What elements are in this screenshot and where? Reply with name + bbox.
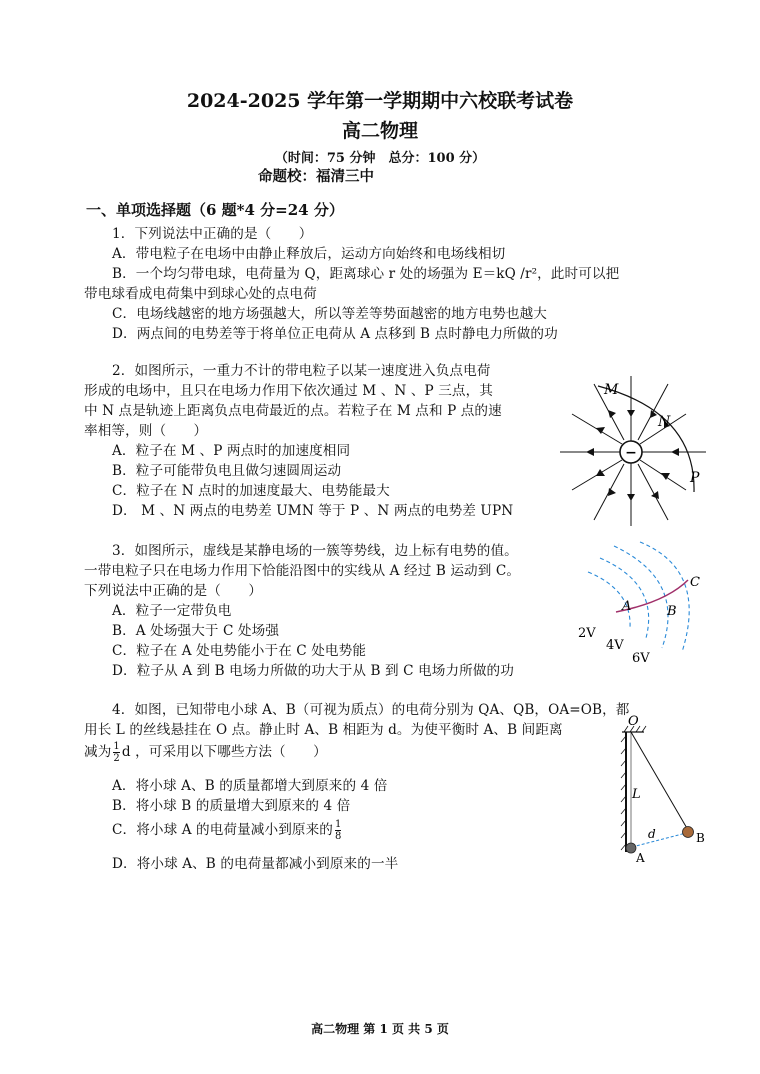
q2-label-p: P [690, 470, 700, 486]
q4-label-a: A [636, 851, 645, 864]
q2-option-b: B．粒子可能带负电且做匀速圆周运动 [112, 463, 342, 479]
q4-option-d: D．将小球 A、B 的电荷量都减小到原来的一半 [112, 856, 399, 872]
q2-charge-sign: − [625, 445, 637, 461]
q4-label-b: B [696, 831, 705, 845]
q2-stem-line4: 率相等，则（ ） [84, 423, 208, 439]
q4-stem-line3-prefix: 减为 [84, 744, 112, 760]
q4-pendulum-figure [610, 712, 710, 864]
eighth-num: 1 [334, 819, 342, 830]
q4-label-l: L [632, 787, 641, 802]
exam-title: 2024-2025 学年第一学期期中六校联考试卷 [186, 90, 574, 112]
q1-stem: 1．下列说法中正确的是（ ） [112, 226, 313, 242]
q4-label-d: d [648, 827, 656, 841]
subject-title: 高二物理 [341, 120, 418, 142]
q4-option-c [112, 818, 343, 842]
q3-option-b: B．A 处场强大于 C 处场强 [112, 623, 280, 639]
q4-option-c-text: C．将小球 A 的电荷量减小到原来的 [112, 822, 333, 838]
q1-option-c: C．电场线越密的地方场强越大，所以等差等势面越密的地方电势也越大 [112, 306, 548, 322]
q3-equipotential-figure [570, 540, 710, 670]
page-footer: 高二物理 第 1 页 共 5 页 [311, 1022, 449, 1036]
q3-option-a: A．粒子一定带负电 [112, 603, 232, 619]
q3-stem-line2: 一带电粒子只在电场力作用下恰能沿图中的实线从 A 经过 B 运动到 C。 [84, 563, 521, 579]
q4-label-o: O [628, 714, 639, 729]
q4-stem-line3 [84, 740, 327, 764]
q4-stem-line1: 4．如图，已知带电小球 A、B（可视为质点）的电荷分别为 QA、QB，OA=OB，都 [112, 702, 630, 718]
q2-label-m: M [604, 382, 619, 398]
q3-label-4v: 4V [606, 638, 624, 653]
half-den: 2 [113, 753, 120, 764]
q3-label-a: A [622, 599, 632, 614]
half-num: 1 [113, 741, 120, 752]
q1-option-b-line2: 带电球看成电荷集中到球心处的点电荷 [84, 286, 317, 302]
q4-option-b: B．将小球 B 的质量增大到原来的 4 倍 [112, 798, 351, 814]
eighth-fraction [335, 819, 341, 842]
q2-option-a: A．粒子在 M 、P 两点时的加速度相同 [112, 443, 351, 459]
q2-stem-line1: 2．如图所示，一重力不计的带电粒子以某一速度进入负点电荷 [112, 363, 491, 379]
q3-stem-line1: 3．如图所示，虚线是某静电场的一簇等势线，边上标有电势的值。 [112, 543, 518, 559]
time-info: （时间：75 分钟 总分：100 分） [274, 151, 486, 166]
q2-option-c: C．粒子在 N 点时的加速度最大、电势能最大 [112, 483, 390, 499]
q2-option-d: D． M 、N 两点的电势差 UMN 等于 P 、N 两点的电势差 UPN [112, 503, 514, 519]
q3-stem-line3: 下列说法中正确的是（ ） [84, 583, 263, 599]
q2-field-figure [556, 372, 712, 528]
half-fraction [113, 741, 119, 764]
q3-label-6v: 6V [632, 651, 650, 666]
eighth-den: 8 [334, 831, 342, 842]
q3-option-d: D．粒子从 A 到 B 电场力所做的功大于从 B 到 C 电场力所做的功 [112, 663, 514, 679]
q3-option-c: C．粒子在 A 处电势能小于在 C 处电势能 [112, 643, 367, 659]
q3-label-c: C [690, 575, 700, 590]
q2-stem-line3: 中 N 点是轨迹上距离负点电荷最近的点。若粒子在 M 点和 P 点的速 [84, 403, 502, 419]
q2-stem-line2: 形成的电场中，且只在电场力作用下依次通过 M 、N 、P 三点，其 [84, 383, 493, 399]
q4-stem-line3-suffix: d ，可采用以下哪些方法（ ） [121, 744, 327, 760]
q1-option-d: D．两点间的电势差等于将单位正电荷从 A 点移到 B 点时静电力所做的功 [112, 326, 558, 342]
q4-stem-line2: 用长 L 的丝线悬挂在 O 点。静止时 A、B 相距为 d。为使平衡时 A、B 间距离 [84, 722, 563, 738]
section-heading: 一、单项选择题（6 题*4 分=24 分） [86, 201, 344, 219]
q3-label-b: B [667, 604, 677, 619]
q2-label-n: N [658, 414, 671, 430]
q4-option-a: A．将小球 A、B 的质量都增大到原来的 4 倍 [112, 778, 388, 794]
school-line: 命题校：福清三中 [258, 168, 374, 185]
q1-option-a: A．带电粒子在电场中由静止释放后，运动方向始终和电场线相切 [112, 246, 506, 262]
q1-option-b-line1: B．一个均匀带电球，电荷量为 Q，距离球心 r 处的场强为 E＝kQ /r²，此时可以把 [112, 266, 620, 282]
q3-label-2v: 2V [578, 626, 596, 641]
